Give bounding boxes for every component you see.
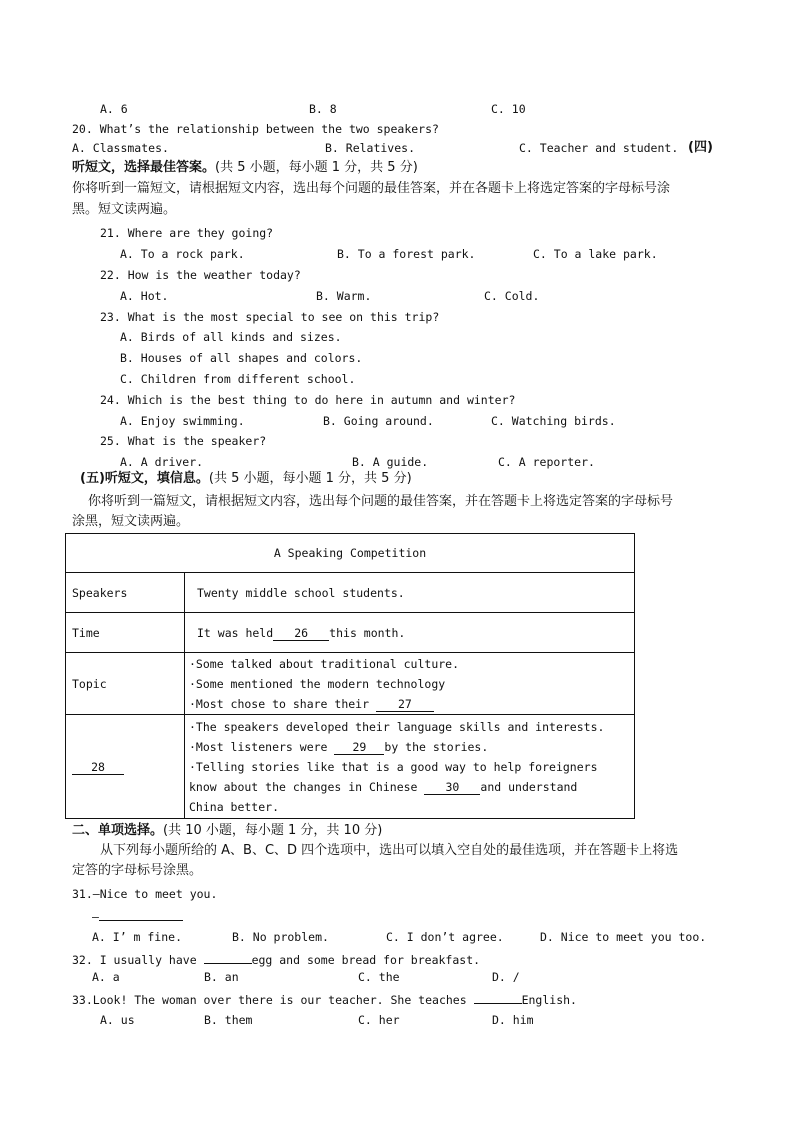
q21-option-b: B. To a forest park. xyxy=(337,247,476,261)
blank-26: 26 xyxy=(273,627,329,641)
q22-option-a: A. Hot. xyxy=(120,289,169,303)
blank-27: 27 xyxy=(376,698,434,712)
row4-text: and understand xyxy=(480,779,578,794)
q31-option-a: A. I’ m fine. xyxy=(92,930,183,944)
q25-option-a: A. A driver. xyxy=(120,455,204,469)
q31-reply xyxy=(92,907,183,924)
part2-heading xyxy=(72,823,382,839)
section4-instructions-1: 你将听到一篇短文，请根据短文内容，选出每个问题的最佳答案，并在各题卡上将选定答案的字母标号涂 xyxy=(72,181,671,196)
q25-question: 25. What is the speaker? xyxy=(100,434,267,448)
time-text-pre: It was held xyxy=(197,625,274,640)
q19-option-a: A. 6 xyxy=(100,102,128,116)
q33-question xyxy=(72,990,577,1007)
row4-text: know about the changes in Chinese xyxy=(189,779,425,794)
topic-text-pre: ·Most chose to share their xyxy=(189,696,376,711)
section5-instructions-2: 涂黑，短文读两遍。 xyxy=(72,514,190,529)
blank-30: 30 xyxy=(424,781,480,795)
section4-score: (共 5 小题，每小题 1 分，共 5 分) xyxy=(215,160,418,175)
q23-option-b: B. Houses of all shapes and colors. xyxy=(120,351,363,365)
row4-item: ·The speakers developed their language skills and interests. xyxy=(189,719,605,734)
q33-text: 33.Look! The woman over there is our teacher. She teaches xyxy=(72,993,474,1007)
q20-option-b: B. Relatives. xyxy=(325,141,416,155)
section5-score: (共 5 小题，每小题 1 分，共 5 分) xyxy=(208,471,412,486)
speaking-competition-table xyxy=(65,533,635,819)
section5-instructions-1: 你将听到一篇短文，请根据短文内容，选出每个问题的最佳答案，并在答题卡上将选定答案的字母标号 xyxy=(88,494,674,509)
q31-option-b: B. No problem. xyxy=(232,930,329,944)
topic-label: Topic xyxy=(66,653,185,715)
q32-option-c: C. the xyxy=(358,970,400,984)
dash: — xyxy=(92,910,99,924)
speakers-label: Speakers xyxy=(66,573,185,613)
part2-title: 二、单项选择。 xyxy=(72,823,164,838)
q23-question: 23. What is the most special to see on this trip? xyxy=(100,310,440,324)
q23-option-c: C. Children from different school. xyxy=(120,372,356,386)
q21-option-c: C. To a lake park. xyxy=(533,247,658,261)
speakers-value: Twenty middle school students. xyxy=(185,573,635,613)
blank-29: 29 xyxy=(334,741,384,755)
row4-text: by the stories. xyxy=(384,739,489,754)
q24-option-b: B. Going around. xyxy=(323,414,434,428)
q22-question: 22. How is the weather today? xyxy=(100,268,301,282)
section5-title: (五)听短文，填信息。 xyxy=(80,471,209,486)
q31-option-d: D. Nice to meet you too. xyxy=(540,930,707,944)
q24-option-c: C. Watching birds. xyxy=(491,414,616,428)
q32-blank xyxy=(204,950,252,964)
q22-option-c: C. Cold. xyxy=(484,289,540,303)
row4-item xyxy=(189,737,628,757)
row4-label xyxy=(66,715,185,819)
section4-number: (四) xyxy=(688,140,713,155)
q33-option-c: C. her xyxy=(358,1013,400,1027)
q33-blank xyxy=(474,990,522,1004)
q33-option-a: A. us xyxy=(100,1013,135,1027)
q19-option-b: B. 8 xyxy=(309,102,337,116)
q32-option-a: A. a xyxy=(92,970,120,984)
section5-heading xyxy=(80,471,412,487)
part2-score: (共 10 小题，每小题 1 分，共 10 分) xyxy=(163,823,383,838)
q24-option-a: A. Enjoy swimming. xyxy=(120,414,245,428)
q20-option-c: C. Teacher and student. xyxy=(519,141,679,155)
part2-instructions-1: 从下列每小题所给的 A、B、C、D 四个选项中，选出可以填入空自处的最佳选项，并在答题卡上将选 xyxy=(100,843,679,858)
section4-heading xyxy=(72,160,418,176)
section4-instructions-2: 黑。短文读两遍。 xyxy=(72,202,177,217)
q21-option-a: A. To a rock park. xyxy=(120,247,245,261)
q20-question: 20. What’s the relationship between the two speakers? xyxy=(72,122,439,136)
row4-item: ·Telling stories like that is a good way to help foreigners xyxy=(189,759,598,774)
time-value xyxy=(185,613,635,653)
topic-item: ·Some mentioned the modern technology xyxy=(189,676,446,691)
q23-option-a: A. Birds of all kinds and sizes. xyxy=(120,330,342,344)
topic-item xyxy=(189,694,628,714)
q31-option-c: C. I don’t agree. xyxy=(386,930,504,944)
section4-title: 听短文，选择最佳答案。 xyxy=(72,160,216,175)
q19-option-c: C. 10 xyxy=(491,102,526,116)
q32-option-d: D. / xyxy=(492,970,520,984)
row4-item xyxy=(189,777,628,797)
row4-value xyxy=(185,715,635,819)
row4-item: China better. xyxy=(189,799,280,814)
q24-question: 24. Which is the best thing to do here in autumn and winter? xyxy=(100,393,516,407)
q21-question: 21. Where are they going? xyxy=(100,226,274,240)
time-text-post: this month. xyxy=(329,625,406,640)
table-title: A Speaking Competition xyxy=(66,534,635,573)
blank-28: 28 xyxy=(72,761,124,775)
q25-option-b: B. A guide. xyxy=(352,455,429,469)
topic-value xyxy=(185,653,635,715)
q25-option-c: C. A reporter. xyxy=(498,455,595,469)
q32-text: 32. I usually have xyxy=(72,953,204,967)
topic-item: ·Some talked about traditional culture. xyxy=(189,656,460,671)
time-label: Time xyxy=(66,613,185,653)
q33-option-b: B. them xyxy=(204,1013,253,1027)
row4-text: ·Most listeners were xyxy=(189,739,335,754)
part2-instructions-2: 定答的字母标号涂黑。 xyxy=(72,863,203,878)
q32-option-b: B. an xyxy=(204,970,239,984)
q32-question xyxy=(72,950,480,967)
q31-blank xyxy=(99,907,183,921)
q31-question: 31.—Nice to meet you. xyxy=(72,887,218,901)
q22-option-b: B. Warm. xyxy=(316,289,372,303)
q33-option-d: D. him xyxy=(492,1013,534,1027)
q20-option-a: A. Classmates. xyxy=(72,141,169,155)
q33-text: English. xyxy=(521,993,577,1007)
q32-text: egg and some bread for breakfast. xyxy=(251,953,481,967)
